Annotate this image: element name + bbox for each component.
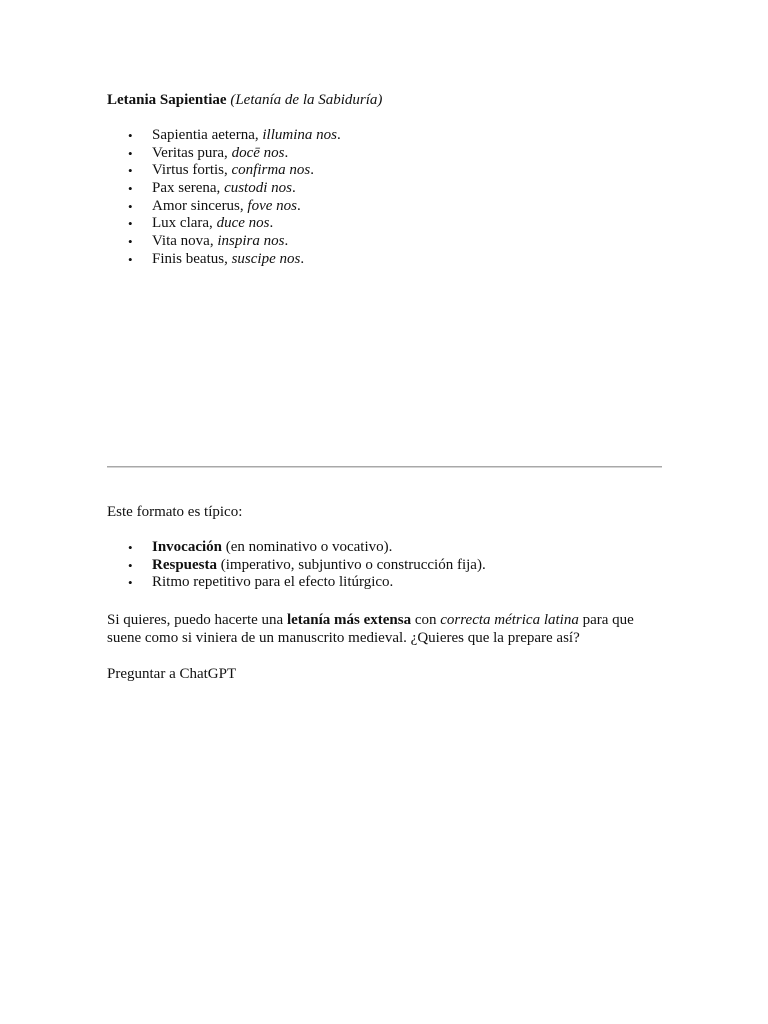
title-latin: Letania Sapientiae <box>107 92 227 108</box>
bullet-icon: • <box>128 557 133 573</box>
litany-list <box>107 127 341 269</box>
list-item: • Respuesta (imperativo, subjuntivo o construcción fija). <box>128 556 486 573</box>
bullet-icon: • <box>128 216 133 232</box>
bullet-icon: • <box>128 251 133 267</box>
format-points-list <box>107 539 486 592</box>
list-item: • Amor sincerus, fove nos. <box>128 197 301 214</box>
offer-paragraph: Si quieres, puedo hacerte una letanía más extensa con correcta métrica latina para que suene como si viniera de un manuscrito medieval. ¿Quieres que la prepare así? <box>107 612 634 646</box>
bullet-icon: • <box>128 198 133 214</box>
intro-paragraph: Este formato es típico: <box>107 504 243 520</box>
list-item: • Veritas pura, docē nos. <box>128 144 289 161</box>
litany-title <box>107 91 382 109</box>
bullet-icon: • <box>128 181 133 197</box>
list-item: • Lux clara, duce nos. <box>128 215 274 232</box>
list-item: • Ritmo repetitivo para el efecto litúrgico. <box>128 574 394 591</box>
list-item: • Invocación (en nominativo o vocativo). <box>128 539 393 555</box>
bullet-icon: • <box>128 128 133 143</box>
list-item: • Pax serena, custodi nos. <box>128 180 296 197</box>
ask-chatgpt-link[interactable]: Preguntar a ChatGPT <box>107 666 237 682</box>
list-item: • Finis beatus, suscipe nos. <box>128 250 305 267</box>
title-translation: (Letanía de la Sabiduría) <box>230 92 383 108</box>
bullet-icon: • <box>128 575 133 591</box>
list-item: • Sapientia aeterna, illumina nos. <box>128 127 341 143</box>
list-item: • Virtus fortis, confirma nos. <box>128 162 315 179</box>
bullet-icon: • <box>128 145 133 161</box>
bullet-icon: • <box>128 234 133 250</box>
list-item: • Vita nova, inspira nos. <box>128 233 289 250</box>
bullet-icon: • <box>128 163 133 179</box>
bullet-icon: • <box>128 540 133 555</box>
horizontal-divider <box>107 466 662 468</box>
